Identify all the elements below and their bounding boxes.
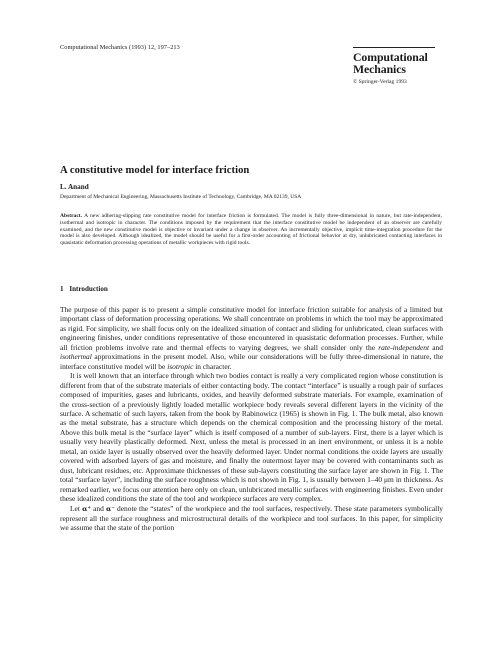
abstract-label: Abstract. <box>60 213 83 219</box>
abstract <box>60 213 442 247</box>
journal-reference: Computational Mechanics (1993) 12, 197–213 <box>60 44 180 51</box>
symbol-alpha-minus: α⁻ <box>106 504 115 513</box>
journal-brand-line-2: Mechanics <box>353 62 406 76</box>
section-number: 1 <box>60 285 64 293</box>
copyright-notice: © Springer-Verlag 1993 <box>353 79 407 85</box>
paragraph-3-text-a: Let <box>70 503 83 513</box>
paragraph-1 <box>60 305 443 371</box>
paragraph-1-emphasis-isotropic: isotropic <box>167 361 194 371</box>
section-title: Introduction <box>69 285 108 293</box>
paragraph-3-text-b: and <box>90 503 107 513</box>
paragraph-1-text-a: The purpose of this paper is to present a simple constitutive model for interface friction suitable for analysis of a limited but important class of deformation processing operations. We shall concentrate on problems in which the tool may be approximated as rigid. For simplicity, we shall focus only on the idealized situation of contact and sliding for unlubricated, clean surfaces with engineering finishes, under conditions representative of those encountered in quasistatic deformation processes. Further, while all friction problems involve rate and thermal effects to varying degrees, we shall consider only the <box>60 305 443 352</box>
paragraph-1-text-d: in character. <box>193 361 232 371</box>
section-heading <box>60 285 108 293</box>
paragraph-1-text-c: approximations in the present model. Also, while our considerations will be fully three-dimensional in nature, the interface constitutive model will be <box>60 352 443 371</box>
journal-brand-line-1: Computational <box>353 50 428 64</box>
abstract-text: A new adhering-slipping rate constitutive model for interface friction is formulated. The model is fully three-dimensional in nature, but rate-independent, isothermal and isotropic in character. The conditions imposed by the requirement that the interface constitutive model be independent of an observer are carefully examined, and the new constitutive model is objective or invariant under a change in observer. An incrementally objective, implicit time-integration procedure for the model is also developed. Although idealized, the model should be useful for a first-order accounting of frictional behavior at dry, unlubricated contacting interfaces in quasistatic deformation processing operations of metallic workpieces with rigid tools. <box>60 213 442 247</box>
journal-brand <box>353 51 428 75</box>
paragraph-3 <box>60 504 443 533</box>
paragraph-1-emphasis-isothermal: isothermal <box>60 352 92 362</box>
article-title: A constitutive model for interface friction <box>60 165 250 176</box>
paragraph-2: It is well known that an interface through which two bodies contact is really a very complicated region whose constitution is different from that of the substrate materials of either contacting body. The contact “interface” is usually a rough pair of surfaces composed of impurities, gases and lubricants, oxides, and heavily deformed substrate materials. For example, examination of the cross-section of a previously lightly loaded metallic workpiece body reveals several different layers in the vicinity of the surface. A schematic of such layers, taken from the book by Rabinowicz (1965) is shown in Fig. 1. The bulk metal, also known as the metal substrate, has a structure which depends on the chemical composition and the processing history of the metal. Above this bulk metal is the “surface layer” which is itself composed of a number of sub-layers. First, there is a layer which is usually very heavily plastically deformed. Next, unless the metal is processed in an inert environment, or unless it is a noble metal, an oxide layer is usually observed over the heavily deformed layer. Under normal conditions the oxide layers are usually covered with adsorbed layers of gas and moisture, and finally the outermost layer may be covered with contaminants such as dust, lubricant residues, etc. Approximate thicknesses of these sub-layers constituting the surface layer are shown in Fig. 1. The total “surface layer”, including the surface roughness which is not shown in Fig. 1, is usually between 1–40 μm in thickness. As remarked earlier, we focus our attention here only on clean, unlubricated metallic surfaces with engineering finishes. Even under these idealized conditions the state of the tool and workpiece surfaces are very complex. <box>60 371 443 504</box>
paragraph-3-text-c: denote the “states” of the workpiece and the tool surfaces, respectively. These state parameters symbolically represent all the surface roughness and microstructural details of the workpiece and tool surfaces. In this paper, for simplicity we assume that the state of the portion <box>60 503 443 533</box>
journal-brand-rule <box>353 47 435 48</box>
article-author: L. Anand <box>60 183 89 191</box>
paragraph-1-emphasis-rate-independent: rate-independent <box>378 342 430 352</box>
author-affiliation: Department of Mechanical Engineering, Massachusetts Institute of Technology, Cambridge, MA 02139, USA <box>60 194 302 200</box>
body-text <box>60 305 443 533</box>
symbol-alpha-plus: α⁺ <box>82 504 91 513</box>
paragraph-1-text-b: and <box>429 342 443 352</box>
